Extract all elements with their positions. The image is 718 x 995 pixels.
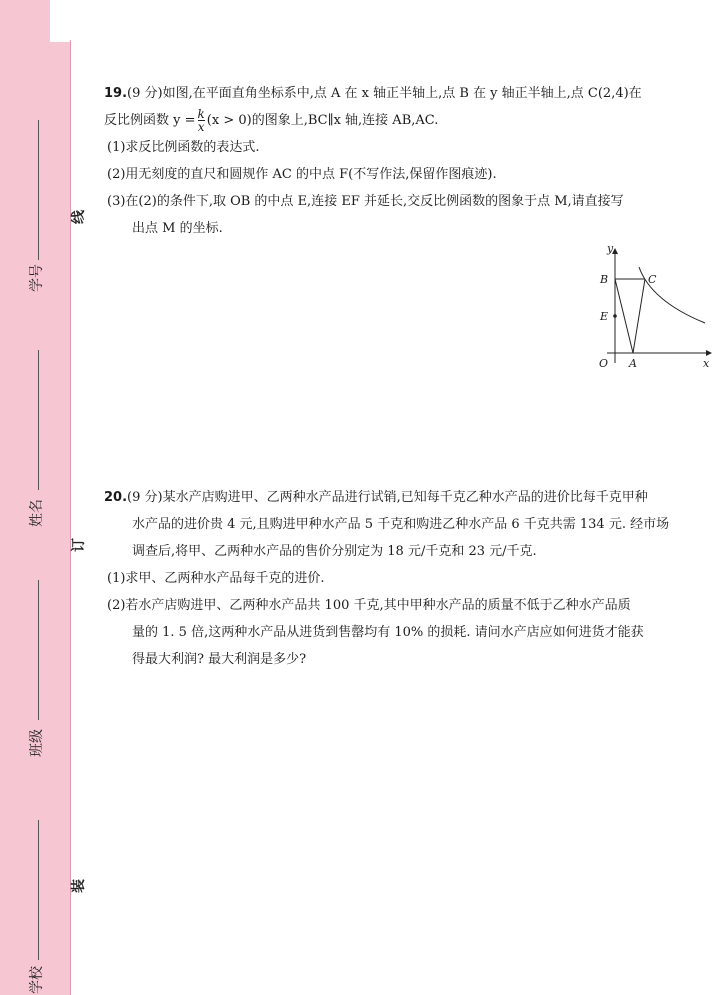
binding-line: [70, 40, 71, 995]
class-field[interactable]: [38, 580, 39, 720]
student-id-label: 学号: [29, 264, 45, 292]
q19-number: 19.: [104, 86, 128, 101]
fraction-denominator: x: [197, 120, 205, 134]
q20-part-2-line-1: (2)若水产店购进甲、乙两种水产品共 100 千克,其中甲种水产品的质量不低于乙种水产品质: [107, 598, 631, 613]
q19-stem-2b: (x > 0)的图象上,BC∥x 轴,连接 AB,AC.: [206, 113, 439, 128]
name-label: 姓名: [29, 499, 45, 527]
label-A: A: [629, 357, 637, 370]
segment-AB: [615, 279, 633, 353]
q19-part-1: (1)求反比例函数的表达式.: [107, 140, 260, 155]
q20-stem-1: (9 分)某水产店购进甲、乙两种水产品进行试销,已知每千克乙种水产品的进价比每千克甲种: [127, 490, 648, 505]
binding-mark-zhuang: 装: [71, 879, 87, 893]
label-B: B: [600, 273, 609, 286]
binding-margin: [0, 0, 70, 995]
school-label: 学校: [29, 966, 45, 994]
q19-part-3-line-2: 出点 M 的坐标.: [132, 221, 223, 236]
q19-line-1: [104, 80, 714, 107]
binding-mark-xian: 线: [71, 210, 87, 224]
margin-notch: [50, 0, 70, 42]
q19-stem-2a: 反比例函数 y =: [104, 113, 196, 128]
q19-part-2: (2)用无刻度的直尺和圆规作 AC 的中点 F(不写作法,保留作图痕迹).: [107, 167, 497, 182]
segment-AC: [633, 279, 645, 353]
q20-line-1: [104, 484, 714, 511]
class-label: 班级: [29, 729, 45, 757]
q20-stem-2: 水产品的进价贵 4 元,且购进甲种水产品 5 千克和购进乙种水产品 6 千克共需 134 元. 经市场: [132, 517, 670, 532]
q20-number: 20.: [104, 490, 128, 505]
school-field[interactable]: [38, 820, 39, 960]
label-x: x: [703, 357, 710, 370]
name-field[interactable]: [38, 350, 39, 490]
question-20: [104, 484, 714, 673]
label-O: O: [599, 357, 609, 370]
q20-part-2-line-3: 得最大利润? 最大利润是多少?: [132, 652, 307, 667]
label-C: C: [648, 273, 657, 286]
binding-mark-ding: 订: [71, 538, 87, 552]
label-E: E: [600, 310, 609, 323]
fraction-numerator: k: [197, 107, 205, 121]
student-id-field[interactable]: [38, 120, 39, 260]
q19-part-3-line-1: (3)在(2)的条件下,取 OB 的中点 E,连接 EF 并延长,交反比例函数的图象于点 M,请直接写: [107, 194, 624, 209]
point-E: [613, 314, 617, 318]
fraction-k-over-x: [198, 108, 205, 133]
question-19: [104, 80, 714, 242]
q20-stem-3: 调查后,将甲、乙两种水产品的售价分别定为 18 元/千克和 23 元/千克.: [132, 544, 537, 559]
q20-part-2-line-2: 量的 1. 5 倍,这两种水产品从进货到售罄均有 10% 的损耗. 请问水产店应如何进货才能获: [132, 625, 644, 640]
q19-line-2: [104, 107, 714, 134]
label-y: y: [607, 243, 614, 255]
q20-part-1: (1)求甲、乙两种水产品每千克的进价.: [107, 571, 325, 586]
q19-stem-1: (9 分)如图,在平面直角坐标系中,点 A 在 x 轴正半轴上,点 B 在 y 轴正半轴上,点 C(2,4)在: [127, 86, 642, 101]
coordinate-figure: [585, 243, 715, 373]
